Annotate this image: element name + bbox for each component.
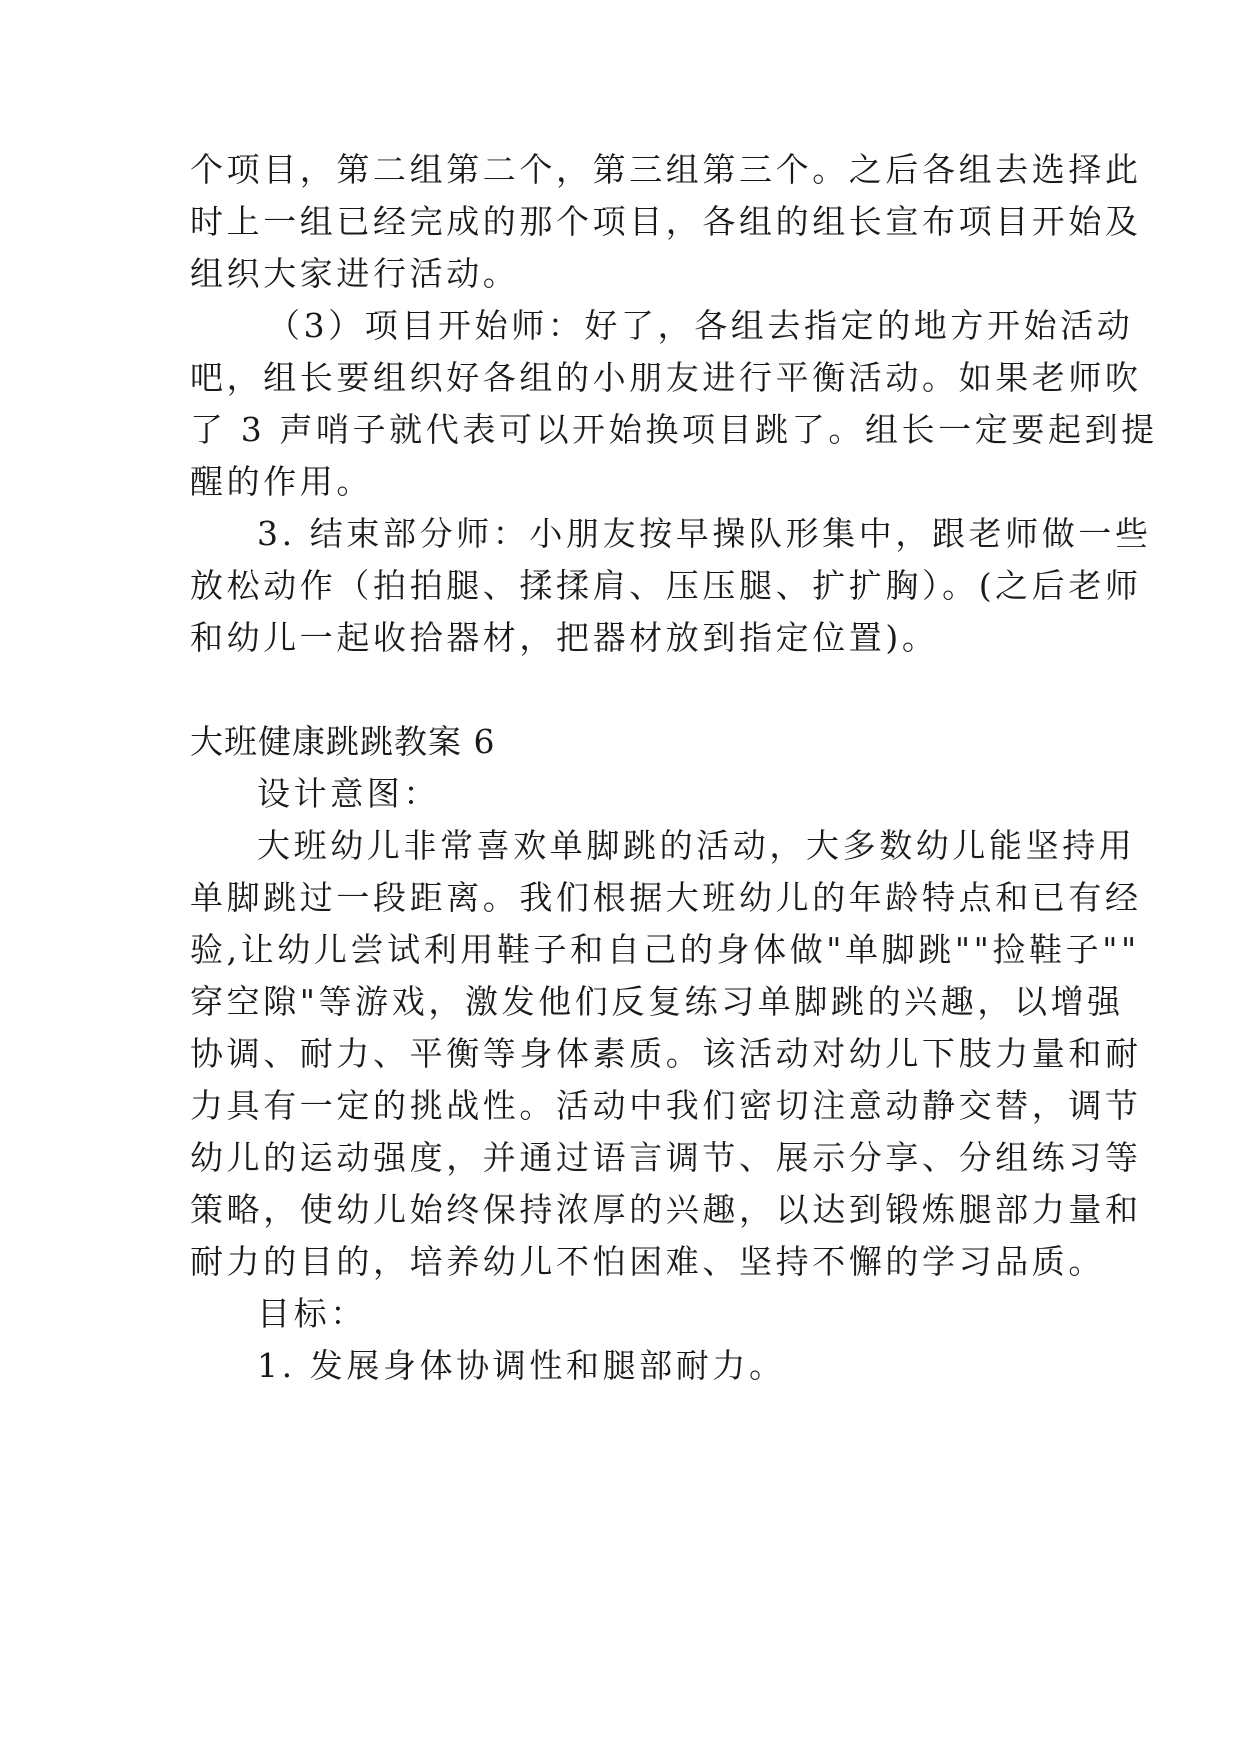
paragraph-line: 和幼儿一起收拾器材，把器材放到指定位置)。 bbox=[190, 618, 939, 657]
paragraph-line: 时上一组已经完成的那个项目，各组的组长宣布项目开始及 bbox=[190, 202, 1142, 241]
paragraph-line: （3）项目开始师：好了，各组去指定的地方开始活动 bbox=[267, 306, 1134, 345]
paragraph-line: 大班幼儿非常喜欢单脚跳的活动，大多数幼儿能坚持用 bbox=[257, 826, 1136, 865]
paragraph-line: 力具有一定的挑战性。活动中我们密切注意动静交替，调节 bbox=[190, 1086, 1142, 1125]
paragraph-line: 放松动作（拍拍腿、揉揉肩、压压腿、扩扩胸）。(之后老师 bbox=[190, 566, 1142, 605]
subheading-goals: 目标： bbox=[257, 1294, 367, 1333]
subheading-design: 设计意图： bbox=[257, 774, 440, 813]
paragraph-line: 了 3 声哨子就代表可以开始换项目跳了。组长一定要起到提 bbox=[190, 410, 1158, 449]
paragraph-line: 醒的作用。 bbox=[190, 462, 373, 501]
goal-item: 1. 发展身体协调性和腿部耐力。 bbox=[257, 1346, 786, 1385]
section-title: 大班健康跳跳教案 6 bbox=[190, 722, 496, 761]
paragraph-line: 3. 结束部分师：小朋友按早操队形集中，跟老师做一些 bbox=[257, 514, 1152, 553]
paragraph-line: 个项目，第二组第二个，第三组第三个。之后各组去选择此 bbox=[190, 150, 1142, 189]
paragraph-line: 验,让幼儿尝试利用鞋子和自己的身体做"单脚跳""捡鞋子"" bbox=[190, 930, 1140, 969]
paragraph-line: 幼儿的运动强度，并通过语言调节、展示分享、分组练习等 bbox=[190, 1138, 1142, 1177]
paragraph-line: 穿空隙"等游戏，激发他们反复练习单脚跳的兴趣，以增强 bbox=[190, 982, 1124, 1021]
paragraph-line: 单脚跳过一段距离。我们根据大班幼儿的年龄特点和已有经 bbox=[190, 878, 1142, 917]
paragraph-line: 吧，组长要组织好各组的小朋友进行平衡活动。如果老师吹 bbox=[190, 358, 1142, 397]
paragraph-line: 耐力的目的，培养幼儿不怕困难、坚持不懈的学习品质。 bbox=[190, 1242, 1105, 1281]
paragraph-line: 组织大家进行活动。 bbox=[190, 254, 520, 293]
paragraph-line: 策略，使幼儿始终保持浓厚的兴趣，以达到锻炼腿部力量和 bbox=[190, 1190, 1142, 1229]
paragraph-line: 协调、耐力、平衡等身体素质。该活动对幼儿下肢力量和耐 bbox=[190, 1034, 1142, 1073]
